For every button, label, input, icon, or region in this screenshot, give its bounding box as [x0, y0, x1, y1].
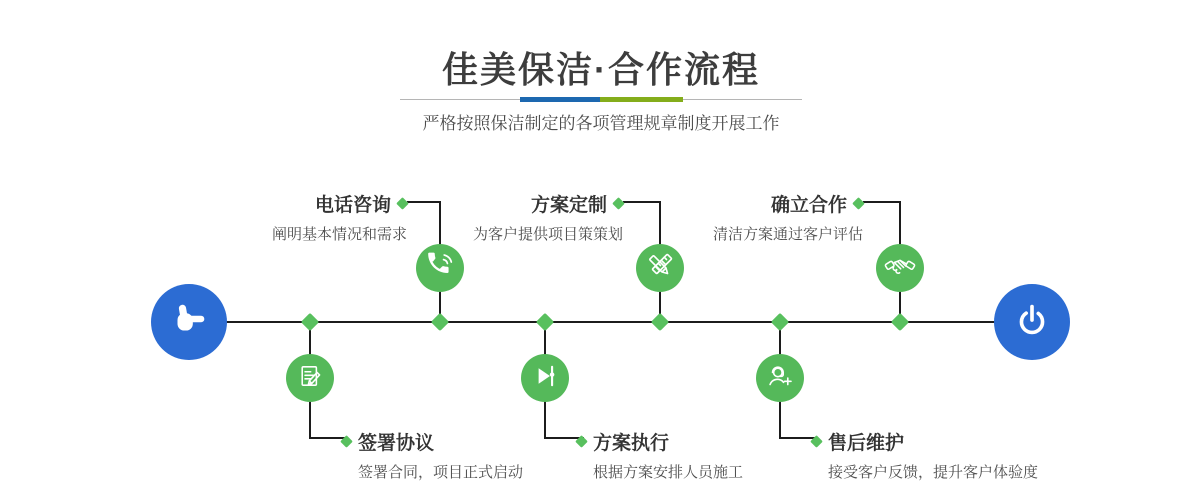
- step-label-handshake: [713, 190, 863, 244]
- step-title: 确立合作: [770, 195, 847, 216]
- label-diamond-icon: [340, 435, 353, 448]
- step-title: 售后维护: [828, 433, 905, 454]
- headset-plus-icon: [763, 359, 797, 398]
- step-label-phone: [272, 190, 407, 244]
- page-subtitle: 严格按照保洁制定的各项管理规章制度开展工作: [422, 114, 780, 133]
- label-diamond-icon: [852, 197, 865, 210]
- flow-start-node: [151, 284, 227, 360]
- step-desc: 签署合同，项目正式启动: [358, 464, 524, 481]
- timeline-diamond: [431, 313, 449, 331]
- step-label-service: [812, 428, 1038, 482]
- timeline-diamond: [891, 313, 909, 331]
- pencil-ruler-icon: [643, 249, 677, 288]
- step-phone-node: [416, 244, 464, 292]
- handshake-icon: [883, 249, 917, 288]
- label-diamond-icon: [396, 197, 409, 210]
- step-desc: 接受客户反馈，提升客户体验度: [828, 464, 1039, 481]
- step-service-node: [756, 354, 804, 402]
- timeline-diamond: [771, 313, 789, 331]
- step-contract-node: [286, 354, 334, 402]
- label-diamond-icon: [575, 435, 588, 448]
- step-label-design: [473, 190, 623, 244]
- connector-line: [863, 201, 901, 203]
- label-diamond-icon: [612, 197, 625, 210]
- step-label-play: [577, 428, 743, 482]
- step-title: 方案执行: [593, 433, 670, 454]
- step-label-contract: [342, 428, 523, 482]
- step-title: 签署协议: [358, 433, 435, 454]
- label-diamond-icon: [810, 435, 823, 448]
- step-desc: 为客户提供项目策策划: [472, 226, 623, 243]
- contract-icon: [293, 359, 327, 398]
- step-desc: 阐明基本情况和需求: [271, 226, 407, 243]
- title-divider: [400, 97, 802, 103]
- step-handshake-node: [876, 244, 924, 292]
- connector-line: [407, 201, 441, 203]
- step-desc: 清洁方案通过客户评估: [712, 226, 863, 243]
- step-desc: 根据方案安排人员施工: [593, 464, 744, 481]
- divider-blue-segment: [520, 97, 600, 102]
- step-play-node: [521, 354, 569, 402]
- play-icon: [528, 359, 562, 398]
- phone-icon: [423, 249, 457, 288]
- connector-line: [623, 201, 661, 203]
- divider-green-segment: [600, 97, 683, 102]
- step-title: 电话咨询: [314, 195, 391, 216]
- power-icon: [1009, 297, 1055, 348]
- timeline-diamond: [301, 313, 319, 331]
- step-design-node: [636, 244, 684, 292]
- timeline-diamond: [651, 313, 669, 331]
- pointing-hand-icon: [166, 297, 212, 348]
- step-title: 方案定制: [530, 195, 607, 216]
- flow-end-node: [994, 284, 1070, 360]
- timeline-diamond: [536, 313, 554, 331]
- page-title: 佳美保洁·合作流程: [442, 49, 760, 90]
